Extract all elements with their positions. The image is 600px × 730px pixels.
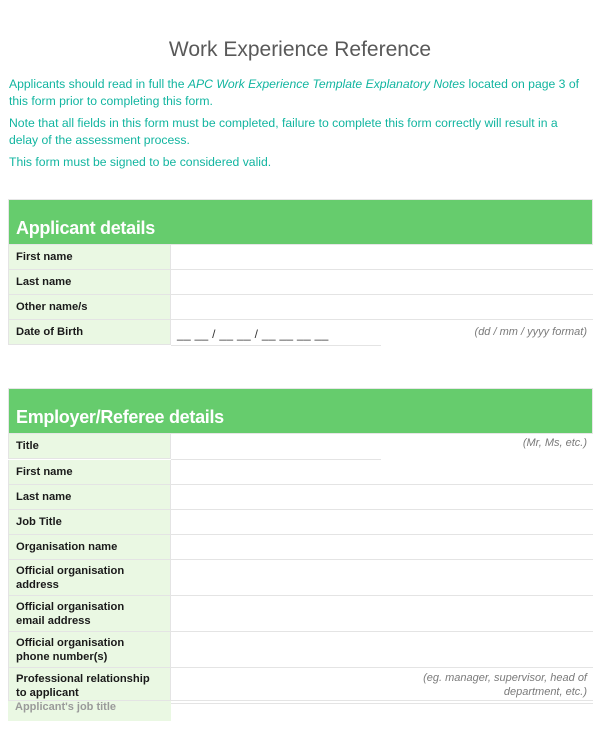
applicant-other-names-label: Other name/s (8, 295, 171, 319)
org-address-label (8, 560, 171, 595)
intro-paragraph-3: This form must be signed to be considered valid. (9, 155, 272, 169)
page-title: Work Experience Reference (168, 38, 432, 61)
referee-title-field[interactable] (171, 434, 593, 459)
relationship-label-line2: to applicant (16, 686, 79, 699)
org-phone-row (8, 632, 593, 668)
referee-first-name-label: First name (8, 460, 171, 484)
applicant-first-name-field[interactable] (171, 245, 593, 269)
org-phone-label (8, 632, 171, 667)
referee-last-name-row (8, 485, 593, 510)
org-email-row (8, 596, 593, 632)
org-email-label-line2: email address (16, 614, 91, 627)
referee-last-name-label: Last name (8, 485, 171, 509)
intro-paragraph-2: Note that all fields in this form must be completed, failure to complete this form correctly will result in a delay of the assessment process. (9, 116, 558, 147)
referee-job-title-row (8, 510, 593, 535)
applicant-dob-field[interactable] (171, 320, 593, 345)
referee-job-title-label: Job Title (8, 510, 171, 534)
applicant-last-name-label: Last name (8, 270, 171, 294)
applicant-details-header: Applicant details (8, 199, 593, 245)
referee-title-label: Title (8, 434, 171, 459)
org-phone-field[interactable] (171, 632, 593, 667)
org-phone-label-line1: Official organisation (16, 636, 125, 649)
cut-off-label: Applicant's job title (8, 701, 171, 721)
applicant-last-name-field[interactable] (171, 270, 593, 294)
applicant-first-name-label: First name (8, 245, 171, 269)
relationship-hint (423, 671, 587, 699)
title-hint: (Mr, Ms, etc.) (522, 437, 587, 449)
relationship-hint-line2: department, etc.) (503, 686, 587, 698)
intro-text-before: Applicants should read in full the (9, 77, 188, 91)
org-name-label: Organisation name (8, 535, 171, 559)
org-email-label (8, 596, 171, 631)
dob-format-hint: (dd / mm / yyyy format) (474, 326, 587, 338)
org-address-label-line1: Official organisation (16, 564, 125, 577)
applicant-other-names-field[interactable] (171, 295, 593, 319)
referee-first-name-field[interactable] (171, 460, 593, 484)
applicant-dob-label: Date of Birth (8, 320, 171, 345)
cut-off-row (8, 700, 593, 721)
referee-last-name-field[interactable] (171, 485, 593, 509)
relationship-label-line1: Professional relationship (16, 672, 150, 685)
applicant-last-name-row (8, 270, 593, 295)
org-email-field[interactable] (171, 596, 593, 631)
applicant-first-name-row (8, 245, 593, 270)
org-name-field[interactable] (171, 535, 593, 559)
explanatory-notes-reference: APC Work Experience Template Explanatory Notes (187, 77, 466, 91)
org-address-field[interactable] (171, 560, 593, 595)
referee-job-title-field[interactable] (171, 510, 593, 534)
referee-first-name-row (8, 460, 593, 485)
applicant-details-section (8, 199, 593, 346)
org-address-row (8, 560, 593, 596)
org-email-label-line1: Official organisation (16, 600, 125, 613)
employer-details-header: Employer/Referee details (8, 388, 593, 434)
applicant-other-names-row (8, 295, 593, 320)
org-address-label-line2: address (16, 578, 59, 591)
dob-underline (171, 345, 381, 346)
applicant-dob-row (8, 320, 593, 346)
referee-title-row (8, 434, 593, 460)
relationship-field[interactable] (171, 668, 593, 703)
org-phone-label-line2: phone number(s) (16, 650, 108, 663)
relationship-hint-line1: (eg. manager, supervisor, head of (423, 672, 587, 684)
intro-paragraph-1 (9, 76, 584, 110)
relationship-label (8, 668, 171, 703)
dob-blanks: __ __ / __ __ / __ __ __ __ (177, 327, 329, 341)
intro-text-after: located on page 3 of this form prior to completing this form. (9, 77, 579, 108)
relationship-row (8, 668, 593, 704)
org-name-row (8, 535, 593, 560)
employer-details-section (8, 388, 593, 704)
